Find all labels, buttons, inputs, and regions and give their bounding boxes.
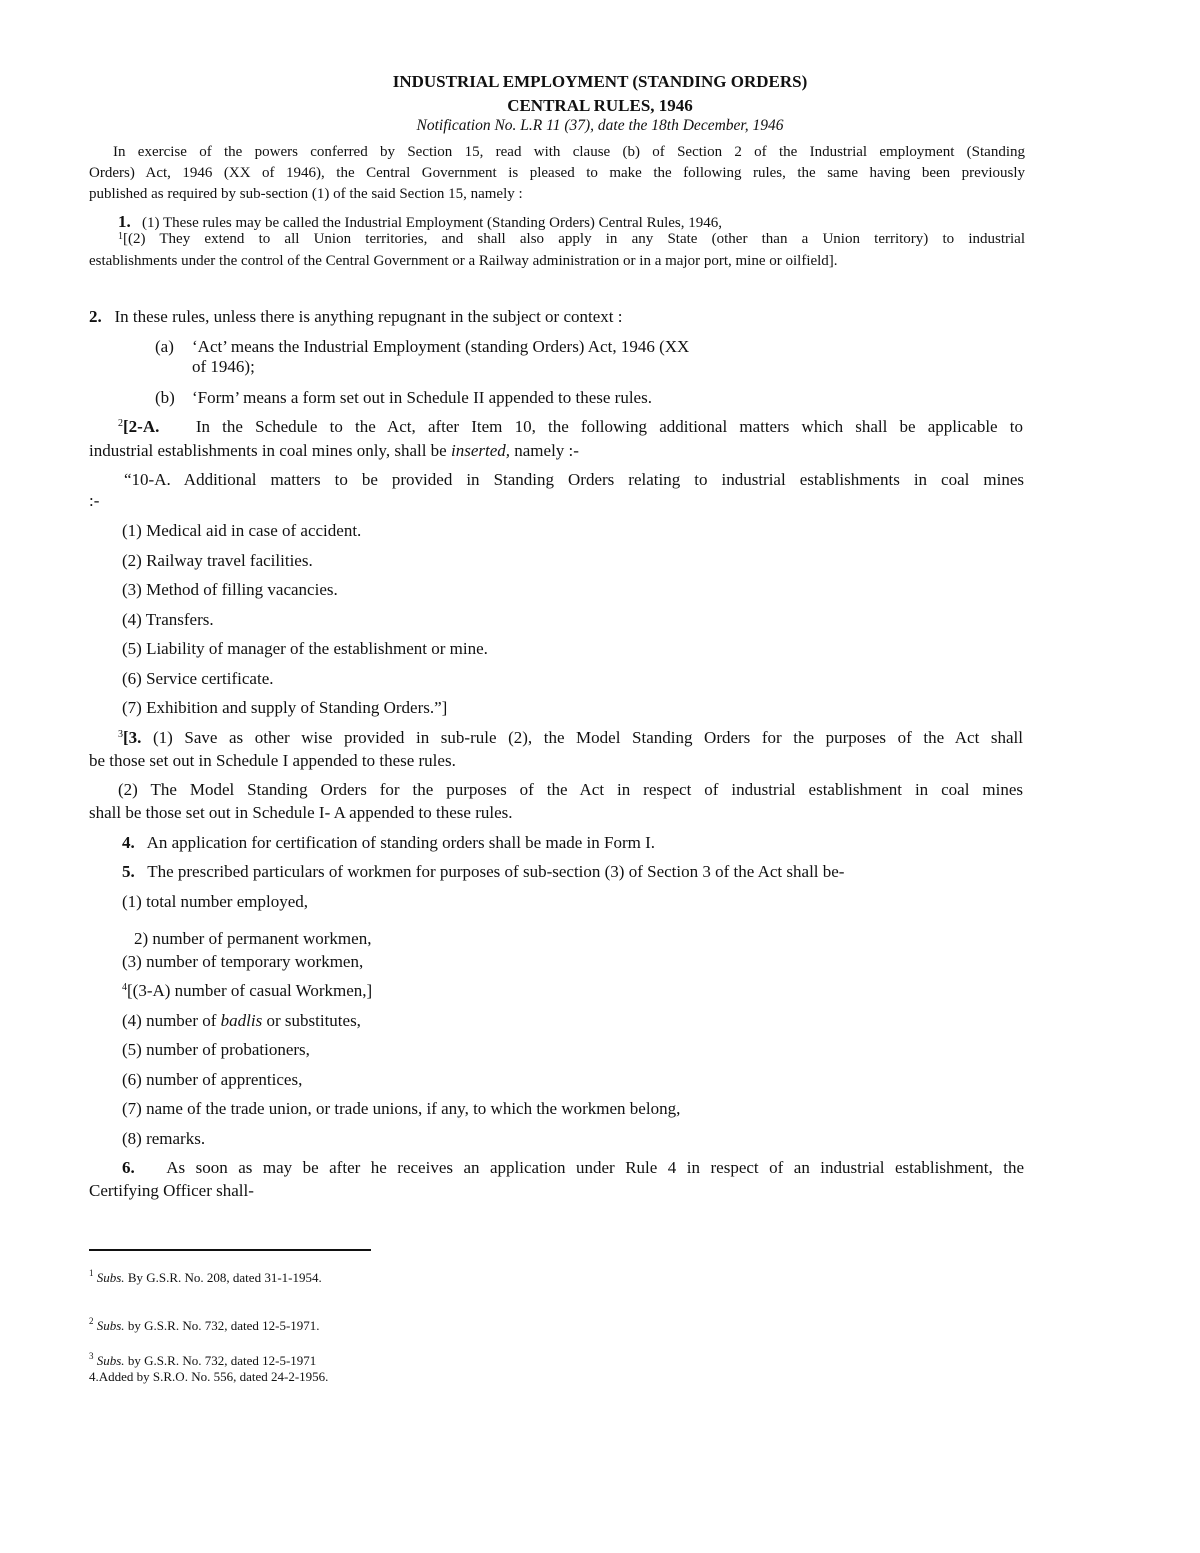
document-title-line1: INDUSTRIAL EMPLOYMENT (STANDING ORDERS) [392, 72, 808, 91]
rule2A-line2: industrial establishments in coal mines only, shall be inserted, namely :- [89, 441, 579, 460]
list-item: (5) number of probationers, [122, 1040, 310, 1059]
item-10A-line1: “10-A. Additional matters to be provided in Standing Orders relating to industrial establishments in coal mines [124, 470, 1024, 489]
rule2-a-line2: of 1946); [192, 357, 255, 376]
list-item: (5) Liability of manager of the establishment or mine. [122, 639, 488, 658]
list-item: (3) Method of filling vacancies. [122, 580, 338, 599]
rule5-number: 5. [122, 862, 135, 881]
list-item: (7) Exhibition and supply of Standing Orders.”] [122, 698, 448, 717]
rule2-number: 2. [89, 307, 102, 326]
rule2-paragraph [89, 306, 622, 327]
rule2-a-line1: ‘Act’ means the Industrial Employment (standing Orders) Act, 1946 (XX [192, 337, 690, 356]
rule1-text: (1) These rules may be called the Industrial Employment (Standing Orders) Central Rules, 1946, [142, 215, 722, 231]
footnote-separator [89, 1249, 371, 1251]
rule3-line1: $^3$[3. (1) Save as other wise provided in sub-rule (2), the Model Standing Orders for the purposes of the Act shall [118, 728, 1023, 747]
rule4-number: 4. [122, 833, 135, 852]
rule2-b-text: ‘Form’ means a form set out in Schedule II appended to these rules. [192, 388, 652, 407]
footnote-1: $^1$ Subs. By G.S.R. No. 208, dated 31-1-1954. [89, 1268, 322, 1285]
rule5-paragraph [122, 861, 844, 882]
rule2-a-label: (a) [155, 337, 174, 356]
list-item: (6) number of apprentices, [122, 1070, 303, 1089]
footnote-ref-4: 4 [122, 982, 127, 993]
footnote-4: 4.Added by S.R.O. No. 556, dated 24-2-1956. [89, 1369, 329, 1384]
footnote-2: $^2$ Subs. by G.S.R. No. 732, dated 12-5-1971. [89, 1316, 320, 1333]
footnote-ref-1: 1 [118, 231, 123, 242]
rule3-sub2-line1: (2) The Model Standing Orders for the purposes of the Act in respect of industrial establishment in coal mines [118, 780, 1023, 799]
rule6-line2: Certifying Officer shall- [89, 1181, 254, 1200]
list-item: (4) Transfers. [122, 610, 214, 629]
rule1-sub2-line2: establishments under the control of the Central Government or a Railway administration or in a major port, mine or oilfield]. [89, 253, 838, 269]
rule2-b-label: (b) [155, 388, 175, 407]
list-item: (7) name of the trade union, or trade unions, if any, to which the workmen belong, [122, 1099, 681, 1118]
rule3-sub2-line2: shall be those set out in Schedule I- A appended to these rules. [89, 803, 513, 822]
list-item: (3) number of temporary workmen, [122, 952, 364, 971]
list-item: (1) Medical aid in case of accident. [122, 521, 362, 540]
document-title-line2: CENTRAL RULES, 1946 [507, 96, 693, 115]
list-item: (4) number of badlis or substitutes, [122, 1011, 361, 1030]
footnote-ref-2: 2 [118, 418, 123, 429]
list-item: $^4$[(3-A) number of casual Workmen,] [122, 981, 373, 1000]
preamble-line2: Orders) Act, 1946 (XX of 1946), the Central Government is pleased to make the following rules, the same having been previously [89, 165, 1025, 181]
list-item: (6) Service certificate. [122, 669, 274, 688]
rule3-line2: be those set out in Schedule I appended to these rules. [89, 751, 456, 770]
footnote-ref-3: 3 [118, 729, 123, 740]
rule6-line1: 6. As soon as may be after he receives an application under Rule 4 in respect of an industrial establishment, the [122, 1158, 1024, 1177]
notification-line: Notification No. L.R 11 (37), date the 18th December, 1946 [416, 117, 784, 134]
rule2-intro: In these rules, unless there is anything repugnant in the subject or context : [114, 307, 623, 326]
item-10A-line2: :- [89, 491, 100, 510]
preamble-line1: In exercise of the powers conferred by Section 15, read with clause (b) of Section 2 of the Industrial employment (Standing [113, 144, 1025, 160]
rule5-text: The prescribed particulars of workmen for purposes of sub-section (3) of Section 3 of the Act shall be- [147, 862, 845, 881]
list-item: (1) total number employed, [122, 892, 309, 911]
rule4-paragraph [122, 832, 655, 853]
rule4-text: An application for certification of standing orders shall be made in Form I. [146, 833, 656, 852]
list-item: (8) remarks. [122, 1129, 206, 1148]
rule1-sub2-line1: $^1$[(2) They extend to all Union territories, and shall also apply in any State (other than a Union territory) to industrial [118, 231, 1025, 247]
list-item: (2) Railway travel facilities. [122, 551, 313, 570]
rule2A-line1: $^2$[2-A. In the Schedule to the Act, after Item 10, the following additional matters which shall be applicable to [118, 417, 1023, 436]
preamble-line3: published as required by sub-section (1) of the said Section 15, namely : [89, 186, 523, 202]
list-item: 2) number of permanent workmen, [134, 929, 372, 948]
footnote-3: $^3$ Subs. by G.S.R. No. 732, dated 12-5-1971 [89, 1351, 317, 1368]
rule1-number: 1. [118, 212, 131, 231]
